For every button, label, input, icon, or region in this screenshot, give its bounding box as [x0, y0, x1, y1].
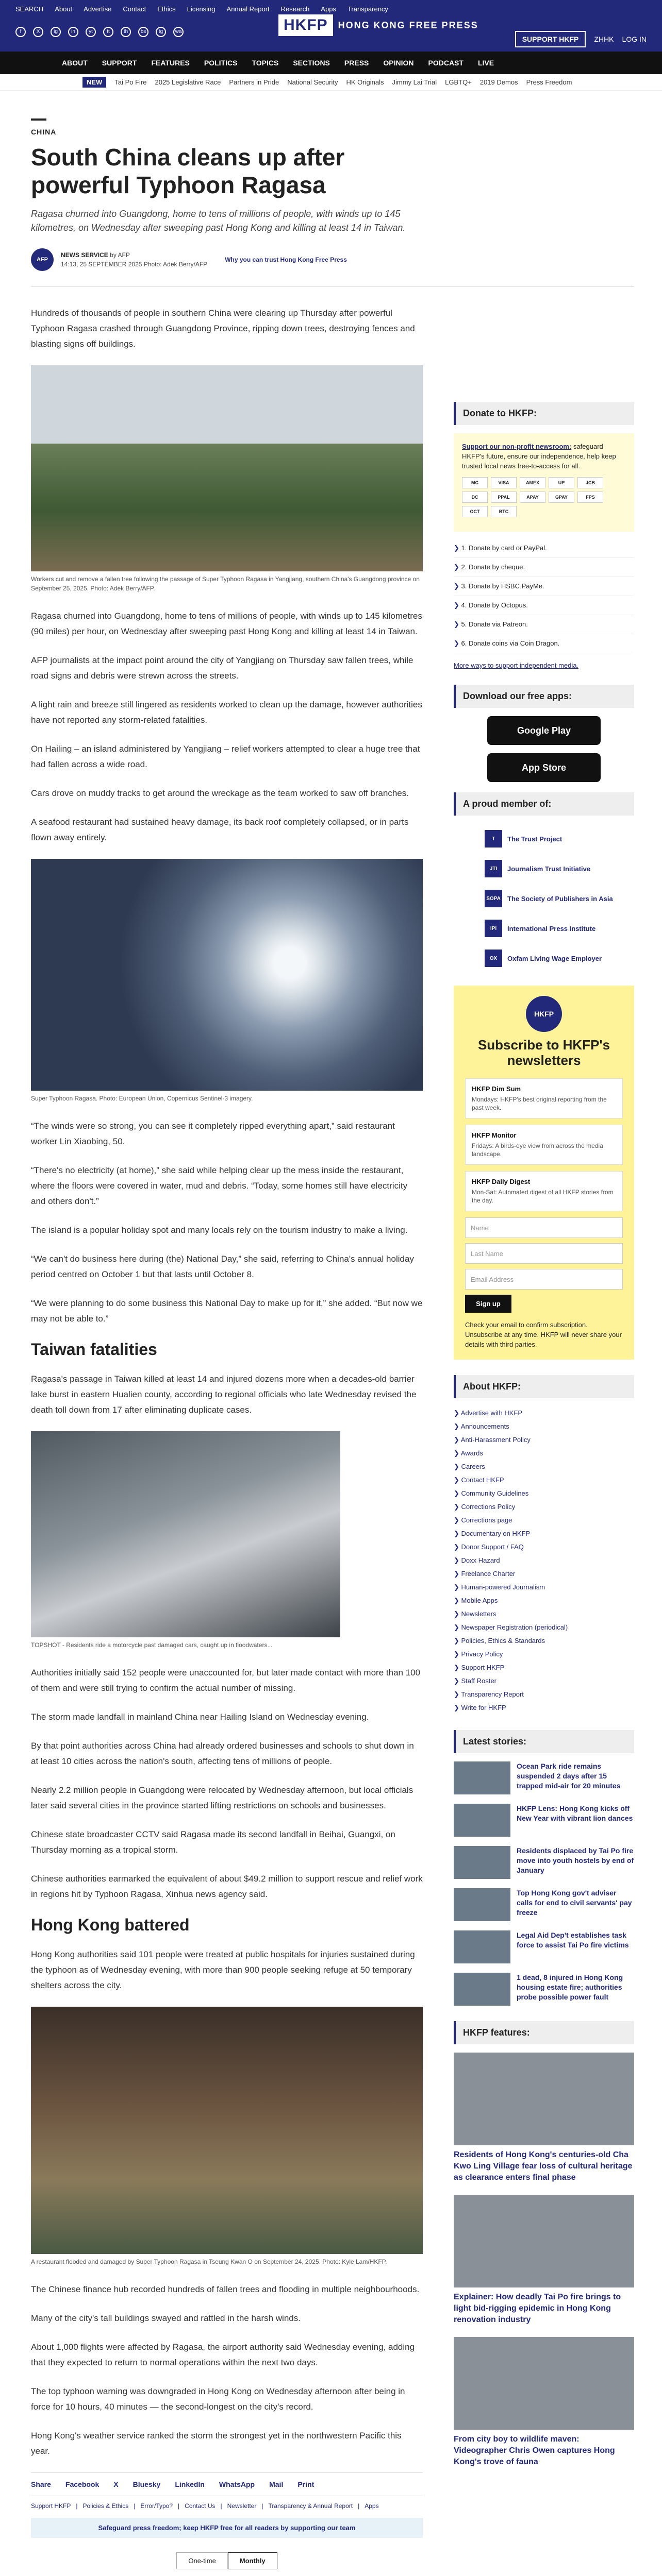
donate-option[interactable]: ❯ 1. Donate by card or PayPal. [454, 539, 634, 558]
feature-image [454, 2053, 634, 2145]
site-logo[interactable] [278, 14, 478, 36]
about-link[interactable]: ❯ Newsletters [454, 1607, 634, 1621]
photo-flooded-restaurant [31, 2007, 423, 2254]
member-name: Journalism Trust Initiative [507, 865, 591, 873]
about-link[interactable]: ❯ Human-powered Journalism [454, 1581, 634, 1594]
trending-bar [0, 74, 662, 91]
support-promo[interactable]: Safeguard press freedom; keep HKFP free for all readers by supporting our team [31, 2518, 423, 2538]
story-thumbnail [454, 1930, 510, 1963]
figure-satellite [31, 859, 423, 1103]
app-store-badge[interactable]: App Store [487, 753, 601, 782]
nav-podcast[interactable]: PODCAST [428, 59, 464, 67]
paragraph: The storm made landfall in mainland China near Hailing Island on Wednesday evening. [31, 1712, 369, 1722]
top-link-transparency[interactable]: Transparency [347, 5, 388, 13]
newsletter-box [454, 986, 634, 1360]
amex-icon: AMEX [520, 477, 545, 488]
paragraph: The top typhoon warning was downgraded in Hong Kong on Wednesday afternoon after being in force for 10 hours, 40 minutes — the second-longest on the city's record. [31, 2386, 405, 2412]
trending-item[interactable]: 2019 Demos [479, 78, 518, 86]
apple-pay-icon: APAY [520, 492, 545, 503]
x-icon[interactable]: X [33, 27, 43, 37]
social-icons [15, 27, 184, 37]
donation-frequency [31, 2552, 423, 2569]
paragraph: Chinese state broadcaster CCTV said Ragasa made its second landfall in Beihai, Guangxi, on Thursday morning as a tropical storm. [31, 1829, 395, 1855]
about-heading: About HKFP: [454, 1375, 634, 1398]
feature-story[interactable] [454, 2053, 634, 2183]
trust-project-logo: T [485, 830, 502, 848]
sidebar [454, 402, 634, 2479]
story-title[interactable]: Residents displaced by Tai Po fire move into youth hostels by end of January [517, 1846, 634, 1874]
nav-support[interactable]: SUPPORT [102, 59, 137, 67]
about-link[interactable]: ❯ Doxx Hazard [454, 1554, 634, 1567]
about-link[interactable]: ❯ Announcements [454, 1420, 634, 1433]
member-name: Oxfam Living Wage Employer [507, 954, 602, 962]
email-field[interactable]: Email Address [465, 1269, 623, 1290]
about-link[interactable]: ❯ Freelance Charter [454, 1567, 634, 1581]
feature-title[interactable]: Explainer: How deadly Tai Po fire brings to light bid-rigging epidemic in Hong Kong renovation industry [454, 2293, 621, 2324]
top-link-apps[interactable]: Apps [321, 5, 336, 13]
paragraph: Ragasa's passage in Taiwan killed at least 14 and injured dozens more when a decades-old barrier lake burst in eastern Hualien county, according to regional officials who late Wednesday revised the death toll down from 17 after eliminating duplicate cases. [31, 1374, 417, 1415]
share-whatsapp[interactable]: WhatsApp [219, 2480, 255, 2488]
donate-options [454, 539, 634, 653]
article-category[interactable]: CHINA [31, 128, 57, 136]
donate-option[interactable]: ❯ 5. Donate via Patreon. [454, 615, 634, 634]
donate-text: safeguard HKFP's future, ensure our independence, help keep trusted local news free-to-access for all. [462, 443, 616, 470]
about-link[interactable]: ❯ Newspaper Registration (periodical) [454, 1621, 634, 1634]
footer-link[interactable]: Error/Typo? [140, 2502, 173, 2510]
paragraph: Authorities initially said 152 people were unaccounted for, but later made contact with more than 100 of them and were still trying to confirm the actual number of missing. [31, 1668, 421, 1693]
trending-item[interactable]: HK Originals [346, 78, 384, 86]
member-trust-project[interactable] [454, 824, 634, 854]
byline-text [61, 250, 207, 269]
about-link[interactable]: ❯ Community Guidelines [454, 1487, 634, 1500]
bitcoin-icon: BTC [491, 506, 517, 517]
feature-story[interactable] [454, 2195, 634, 2326]
story-title[interactable]: 1 dead, 8 injured in Hong Kong housing estate fire; authorities probe possible power fault [517, 1973, 623, 2001]
author-by: by AFP [110, 251, 130, 259]
visa-icon: VISA [491, 477, 517, 488]
newsletter-name: HKFP Monitor [472, 1131, 517, 1139]
nav-about[interactable]: ABOUT [62, 59, 88, 67]
trending-item[interactable]: LGBTQ+ [445, 78, 472, 86]
share-mail[interactable]: Mail [269, 2480, 284, 2488]
footer-link[interactable]: Transparency & Annual Report [268, 2502, 353, 2510]
about-link[interactable]: ❯ Advertise with HKFP [454, 1406, 634, 1420]
apps-heading: Download our free apps: [454, 685, 634, 708]
tiktok-icon[interactable]: tt [103, 27, 113, 37]
trending-item[interactable]: Press Freedom [526, 78, 572, 86]
about-link[interactable]: ❯ Privacy Policy [454, 1648, 634, 1661]
footer-link[interactable]: Policies & Ethics [82, 2502, 129, 2510]
latest-heading: Latest stories: [454, 1730, 634, 1753]
top-link-advertise[interactable]: Advertise [84, 5, 112, 13]
google-play-badge[interactable]: Google Play [487, 716, 601, 745]
nav-politics[interactable]: POLITICS [204, 59, 238, 67]
story-title[interactable]: Legal Aid Dep't establishes task force to assist Tai Po fire victims [517, 1931, 629, 1949]
paragraph: Cars drove on muddy tracks to get around the wreckage as the team worked to saw off branches. [31, 788, 409, 798]
diners-icon: DC [462, 492, 488, 503]
share-bar [31, 2472, 423, 2496]
about-link[interactable]: ❯ Anti-Harassment Policy [454, 1433, 634, 1447]
photo-credit: Photo: Adek Berry/AFP [143, 261, 208, 268]
about-link[interactable]: ❯ Careers [454, 1460, 634, 1473]
article [31, 118, 423, 2576]
caption: A restaurant flooded and damaged by Super Typhoon Ragasa in Tseung Kwan O on September 24, 2025. Photo: Kyle Lam/HKFP. [31, 2258, 387, 2265]
caption: Super Typhoon Ragasa. Photo: European Union, Copernicus Sentinel-3 imagery. [31, 1095, 253, 1102]
share-linkedin[interactable]: LinkedIn [175, 2480, 205, 2488]
trust-link[interactable]: Why you can trust Hong Kong Free Press [225, 256, 347, 263]
paragraph: On Hailing – an island administered by Yangjiang – relief workers attempted to clear a huge tree that had fallen across a wide road. [31, 744, 420, 769]
feature-story[interactable] [454, 2337, 634, 2468]
trending-item[interactable]: Jimmy Lai Trial [392, 78, 437, 86]
mastercard-icon: MC [462, 477, 488, 488]
about-link[interactable]: ❯ Support HKFP [454, 1661, 634, 1674]
nav-press[interactable]: PRESS [344, 59, 369, 67]
top-link-research[interactable]: Research [280, 5, 310, 13]
story-title[interactable]: Ocean Park ride remains suspended 2 days after 15 trapped mid-air for 20 minutes [517, 1762, 621, 1790]
nav-features[interactable]: FEATURES [151, 59, 190, 67]
byline [31, 248, 634, 287]
newsletter-option[interactable] [465, 1125, 623, 1165]
feature-image [454, 2195, 634, 2287]
donate-option[interactable]: ❯ 4. Donate by Octopus. [454, 596, 634, 615]
newsletter-note: Check your email to confirm subscription. Unsubscribe at any time. HKFP will never share your details with third parties. [465, 1321, 622, 1348]
figure-workers [31, 365, 423, 593]
fps-icon: FPS [577, 492, 603, 503]
donate-option[interactable]: ❯ 2. Donate by cheque. [454, 558, 634, 577]
first-name-field[interactable]: Name [465, 1217, 623, 1238]
about-link[interactable]: ❯ Transparency Report [454, 1688, 634, 1701]
paragraph: Hundreds of thousands of people in southern China were clearing up Thursday after powerful Typhoon Ragasa crashed through Guangdong Province, ripping down trees, destroying fences and blasting signs off buildings. [31, 308, 415, 349]
donate-option[interactable]: ❯ 3. Donate by HSBC PayMe. [454, 577, 634, 596]
frequency-monthly[interactable]: Monthly [228, 2552, 277, 2569]
unionpay-icon: UP [549, 477, 574, 488]
top-link-ethics[interactable]: Ethics [157, 5, 176, 13]
photo-fallen-tree [31, 365, 423, 571]
paragraph: A light rain and breeze still lingered as residents worked to clean up the damage, however authorities have not reported any storm-related fatalities. [31, 700, 422, 725]
donate-box [454, 433, 634, 532]
member-oxfam[interactable] [454, 943, 634, 973]
newsletter-desc: Fridays: A birds-eye view from across the media landscape. [472, 1142, 603, 1158]
latest-story[interactable] [454, 1973, 634, 2006]
paragraph: Hong Kong authorities said 101 people were treated at public hospitals for injuries sustained during the typhoon as of Wednesday evening, with more than 900 people seeking refuge at 50 temporary shelters across the city. [31, 1950, 415, 1990]
signup-button[interactable]: Sign up [465, 1295, 511, 1313]
sopa-logo: SOPA [485, 890, 502, 907]
story-thumbnail [454, 1973, 510, 2006]
member-name: The Trust Project [507, 835, 562, 843]
member-jti[interactable] [454, 854, 634, 884]
about-link[interactable]: ❯ Staff Roster [454, 1674, 634, 1688]
feature-image [454, 2337, 634, 2430]
paragraph: “We were planning to do some business this National Day to make up for it,” she added. “But now we may not be able to.” [31, 1298, 423, 1324]
paypal-icon: PPAL [491, 492, 517, 503]
newsletter-name: HKFP Dim Sum [472, 1085, 521, 1093]
features-list [454, 2053, 634, 2468]
trending-item[interactable]: Tai Po Fire [114, 78, 147, 86]
member-name: The Society of Publishers in Asia [507, 894, 613, 903]
youtube-icon[interactable]: yt [86, 27, 96, 37]
ipi-logo: IPI [485, 920, 502, 937]
frequency-one-time[interactable]: One-time [176, 2552, 227, 2569]
story-thumbnail [454, 1804, 510, 1837]
paragraph: Chinese authorities earmarked the equivalent of about $49.2 million to support rescue and relief work in regions hit by Typhoon Ragasa, Xinhua news agency said. [31, 1874, 423, 1899]
nav-opinion[interactable]: OPINION [383, 59, 414, 67]
photo-satellite [31, 859, 423, 1091]
logo-mark: HKFP [278, 14, 333, 36]
threads-icon[interactable]: th [121, 27, 131, 37]
language-toggle[interactable]: ZHHK [594, 35, 614, 43]
paragraph: The island is a popular holiday spot and many locals rely on the tourism industry to make a living. [31, 1225, 408, 1235]
latest-story[interactable] [454, 1846, 634, 1879]
caption: Workers cut and remove a fallen tree following the passage of Super Typhoon Ragasa in Yangjiang, southern China's Guangdong province on September 25, 2025. Photo: Adek Berry/AFP. [31, 575, 420, 592]
payment-methods [462, 477, 626, 517]
paragraph: By that point authorities across China had already ordered businesses and schools to shut down in at least 10 cities across the nation's south, affecting tens of millions of people. [31, 1741, 414, 1766]
top-link-contact[interactable]: Contact [123, 5, 146, 13]
story-title[interactable]: Top Hong Kong gov't adviser calls for end to civil servants' pay freeze [517, 1889, 632, 1917]
nav-live[interactable]: LIVE [477, 59, 494, 67]
trending-item[interactable]: Partners in Pride [229, 78, 279, 86]
trending-item[interactable]: National Security [287, 78, 338, 86]
about-link[interactable]: ❯ Corrections page [454, 1514, 634, 1527]
latest-list [454, 1761, 634, 2006]
paragraph: Nearly 2.2 million people in Guangdong were relocated by Wednesday afternoon, but local officials later said several cities in the province started lifting restrictions on schools and businesses. [31, 1785, 413, 1810]
author-name[interactable]: NEWS SERVICE [61, 251, 108, 259]
paragraph: Ragasa churned into Guangdong, home to tens of millions of people, with winds up to 145 kilometres (90 miles) per hour, on Wednesday after sweeping past Hong Kong and killing at least 14 in Taiwan. [31, 611, 422, 636]
footer-link[interactable]: Contact Us [185, 2502, 216, 2510]
latest-story[interactable] [454, 1888, 634, 1921]
trending-badge: NEW [82, 77, 106, 88]
donate-option[interactable]: ❯ 6. Donate coins via Coin Dragon. [454, 634, 634, 653]
paragraph: About 1,000 flights were affected by Ragasa, the airport authority said Wednesday evening, adding that they expected to return to normal operations within the next two days. [31, 2342, 415, 2367]
newsletter-option[interactable] [465, 1078, 623, 1118]
bluesky-icon[interactable]: bs [138, 27, 148, 37]
share-print[interactable]: Print [297, 2480, 315, 2488]
latest-story[interactable] [454, 1761, 634, 1794]
jcb-icon: JCB [577, 477, 603, 488]
about-link[interactable]: ❯ Mobile Apps [454, 1594, 634, 1607]
main-nav [0, 52, 662, 74]
whatsapp-icon[interactable]: wa [173, 27, 184, 37]
member-ipi[interactable] [454, 913, 634, 943]
google-pay-icon: GPAY [549, 492, 574, 503]
instagram-icon[interactable]: ig [51, 27, 61, 37]
story-thumbnail [454, 1761, 510, 1794]
paragraph: “There's no electricity (at home),” she said while helping clear up the mess inside the restaurant, where the floors were covered in water, mud and debris. “Today, some homes still have electricity and others don't.” [31, 1165, 408, 1206]
features-heading: HKFP features: [454, 2021, 634, 2044]
paragraph: Hong Kong's weather service ranked the storm the strongest yet in the northwestern Pacific this year. [31, 2431, 402, 2456]
support-button[interactable]: SUPPORT HKFP [515, 31, 586, 47]
telegram-icon[interactable]: tg [156, 27, 166, 37]
octopus-icon: OCT [462, 506, 488, 517]
newsletter-name: HKFP Daily Digest [472, 1178, 531, 1185]
linkedin-icon[interactable]: in [68, 27, 78, 37]
top-link-licensing[interactable]: Licensing [187, 5, 216, 13]
logo-text: HONG KONG FREE PRESS [338, 20, 478, 30]
facebook-icon[interactable]: f [15, 27, 26, 37]
top-links [15, 5, 388, 13]
article-footer-links: Support HKFP | Policies & Ethics | Error/Typo? | Contact Us | Newsletter | Transparency & Annual Report | Apps [31, 2502, 379, 2510]
footer-link[interactable]: Newsletter [227, 2502, 257, 2510]
share-x[interactable]: X [113, 2480, 119, 2488]
figure-taiwan [31, 1431, 423, 1650]
about-list [454, 1406, 634, 1715]
kicker-rule [31, 118, 46, 121]
story-title[interactable]: HKFP Lens: Hong Kong kicks off New Year with vibrant lion dances [517, 1804, 633, 1822]
publish-date: 14:13, 25 SEPTEMBER 2025 [61, 261, 142, 268]
top-link-about[interactable]: About [55, 5, 73, 13]
oxfam-logo: OX [485, 950, 502, 967]
about-link[interactable]: ❯ Corrections Policy [454, 1500, 634, 1514]
newsletter-logo: HKFP [526, 996, 562, 1032]
footer-link[interactable]: Apps [365, 2502, 379, 2510]
member-heading: A proud member of: [454, 792, 634, 816]
donate-heading: Donate to HKFP: [454, 402, 634, 425]
photo-flood-cars [31, 1431, 340, 1637]
feature-title[interactable]: From city boy to wildlife maven: Videographer Chris Owen captures Hong Kong's trove of fauna [454, 2435, 615, 2466]
newsletter-title: Subscribe to HKFP's newsletters [477, 1037, 610, 1068]
section-heading-hong-kong: Hong Kong battered [31, 1916, 190, 1934]
latest-story[interactable] [454, 1804, 634, 1837]
member-name: International Press Institute [507, 924, 596, 933]
share-bluesky[interactable]: Bluesky [133, 2480, 161, 2488]
paragraph: AFP journalists at the impact point around the city of Yangjiang on Thursday saw fallen trees, while road signs and debris were strewn across the streets. [31, 655, 413, 681]
latest-story[interactable] [454, 1930, 634, 1963]
about-link[interactable]: ❯ Write for HKFP [454, 1701, 634, 1715]
article-dek: Ragasa churned into Guangdong, home to tens of millions of people, with winds up to 145 kilometres, on Wednesday after sweeping past Hong Kong and killing at least 14 in Taiwan. [31, 209, 406, 233]
about-link[interactable]: ❯ Documentary on HKFP [454, 1527, 634, 1540]
figure-restaurant [31, 2007, 423, 2266]
newsletter-desc: Mondays: HKFP's best original reporting from the past week. [472, 1096, 607, 1111]
share-facebook[interactable]: Facebook [65, 2480, 100, 2488]
nav-sections[interactable]: SECTIONS [293, 59, 330, 67]
newsletter-desc: Mon-Sat: Automated digest of all HKFP stories from the day. [472, 1189, 614, 1204]
member-sopa[interactable] [454, 884, 634, 913]
last-name-field[interactable]: Last Name [465, 1243, 623, 1264]
story-thumbnail [454, 1888, 510, 1921]
trending-item[interactable]: 2025 Legislative Race [155, 78, 221, 86]
caption: TOPSHOT - Residents ride a motorcycle past damaged cars, caught up in floodwaters... [31, 1641, 273, 1649]
header-actions [515, 31, 647, 47]
paragraph: “We can't do business here during (the) National Day,” she said, referring to China's annual holiday period centred on October 1 but that lasts until October 8. [31, 1254, 414, 1279]
paragraph: A seafood restaurant had sustained heavy damage, its back roof completely collapsed, or in parts flown away entirely. [31, 817, 409, 842]
about-link[interactable]: ❯ Contact HKFP [454, 1473, 634, 1487]
nav-topics[interactable]: TOPICS [252, 59, 279, 67]
about-link[interactable]: ❯ Policies, Ethics & Standards [454, 1634, 634, 1648]
about-link[interactable]: ❯ Awards [454, 1447, 634, 1460]
section-heading-taiwan: Taiwan fatalities [31, 1340, 157, 1359]
top-link-annual-report[interactable]: Annual Report [226, 5, 270, 13]
author-avatar: AFP [31, 248, 54, 271]
top-bar [0, 0, 662, 52]
login-link[interactable]: LOG IN [622, 35, 647, 43]
share-label: Share [31, 2480, 51, 2488]
jti-logo: JTI [485, 860, 502, 877]
footer-link[interactable]: Support HKFP [31, 2502, 71, 2510]
more-ways-link[interactable]: More ways to support independent media. [454, 662, 579, 669]
donate-link[interactable]: Support our non-profit newsroom: [462, 443, 572, 450]
about-link[interactable]: ❯ Donor Support / FAQ [454, 1540, 634, 1554]
feature-title[interactable]: Residents of Hong Kong's centuries-old Cha Kwo Ling Village fear loss of cultural heritage as clearance enters final phase [454, 2150, 633, 2182]
newsletter-option[interactable] [465, 1171, 623, 1211]
paragraph: “The winds were so strong, you can see it completely ripped everything apart,” said restaurant worker Lin Xiaobing, 50. [31, 1121, 395, 1146]
story-thumbnail [454, 1846, 510, 1879]
paragraph: The Chinese finance hub recorded hundreds of fallen trees and flooding in multiple neighbourhoods. [31, 2284, 420, 2294]
top-link-search[interactable]: SEARCH [15, 5, 44, 13]
article-title: South China cleans up after powerful Typhoon Ragasa [31, 144, 345, 198]
paragraph: Many of the city's tall buildings swayed and rattled in the harsh winds. [31, 2313, 301, 2323]
